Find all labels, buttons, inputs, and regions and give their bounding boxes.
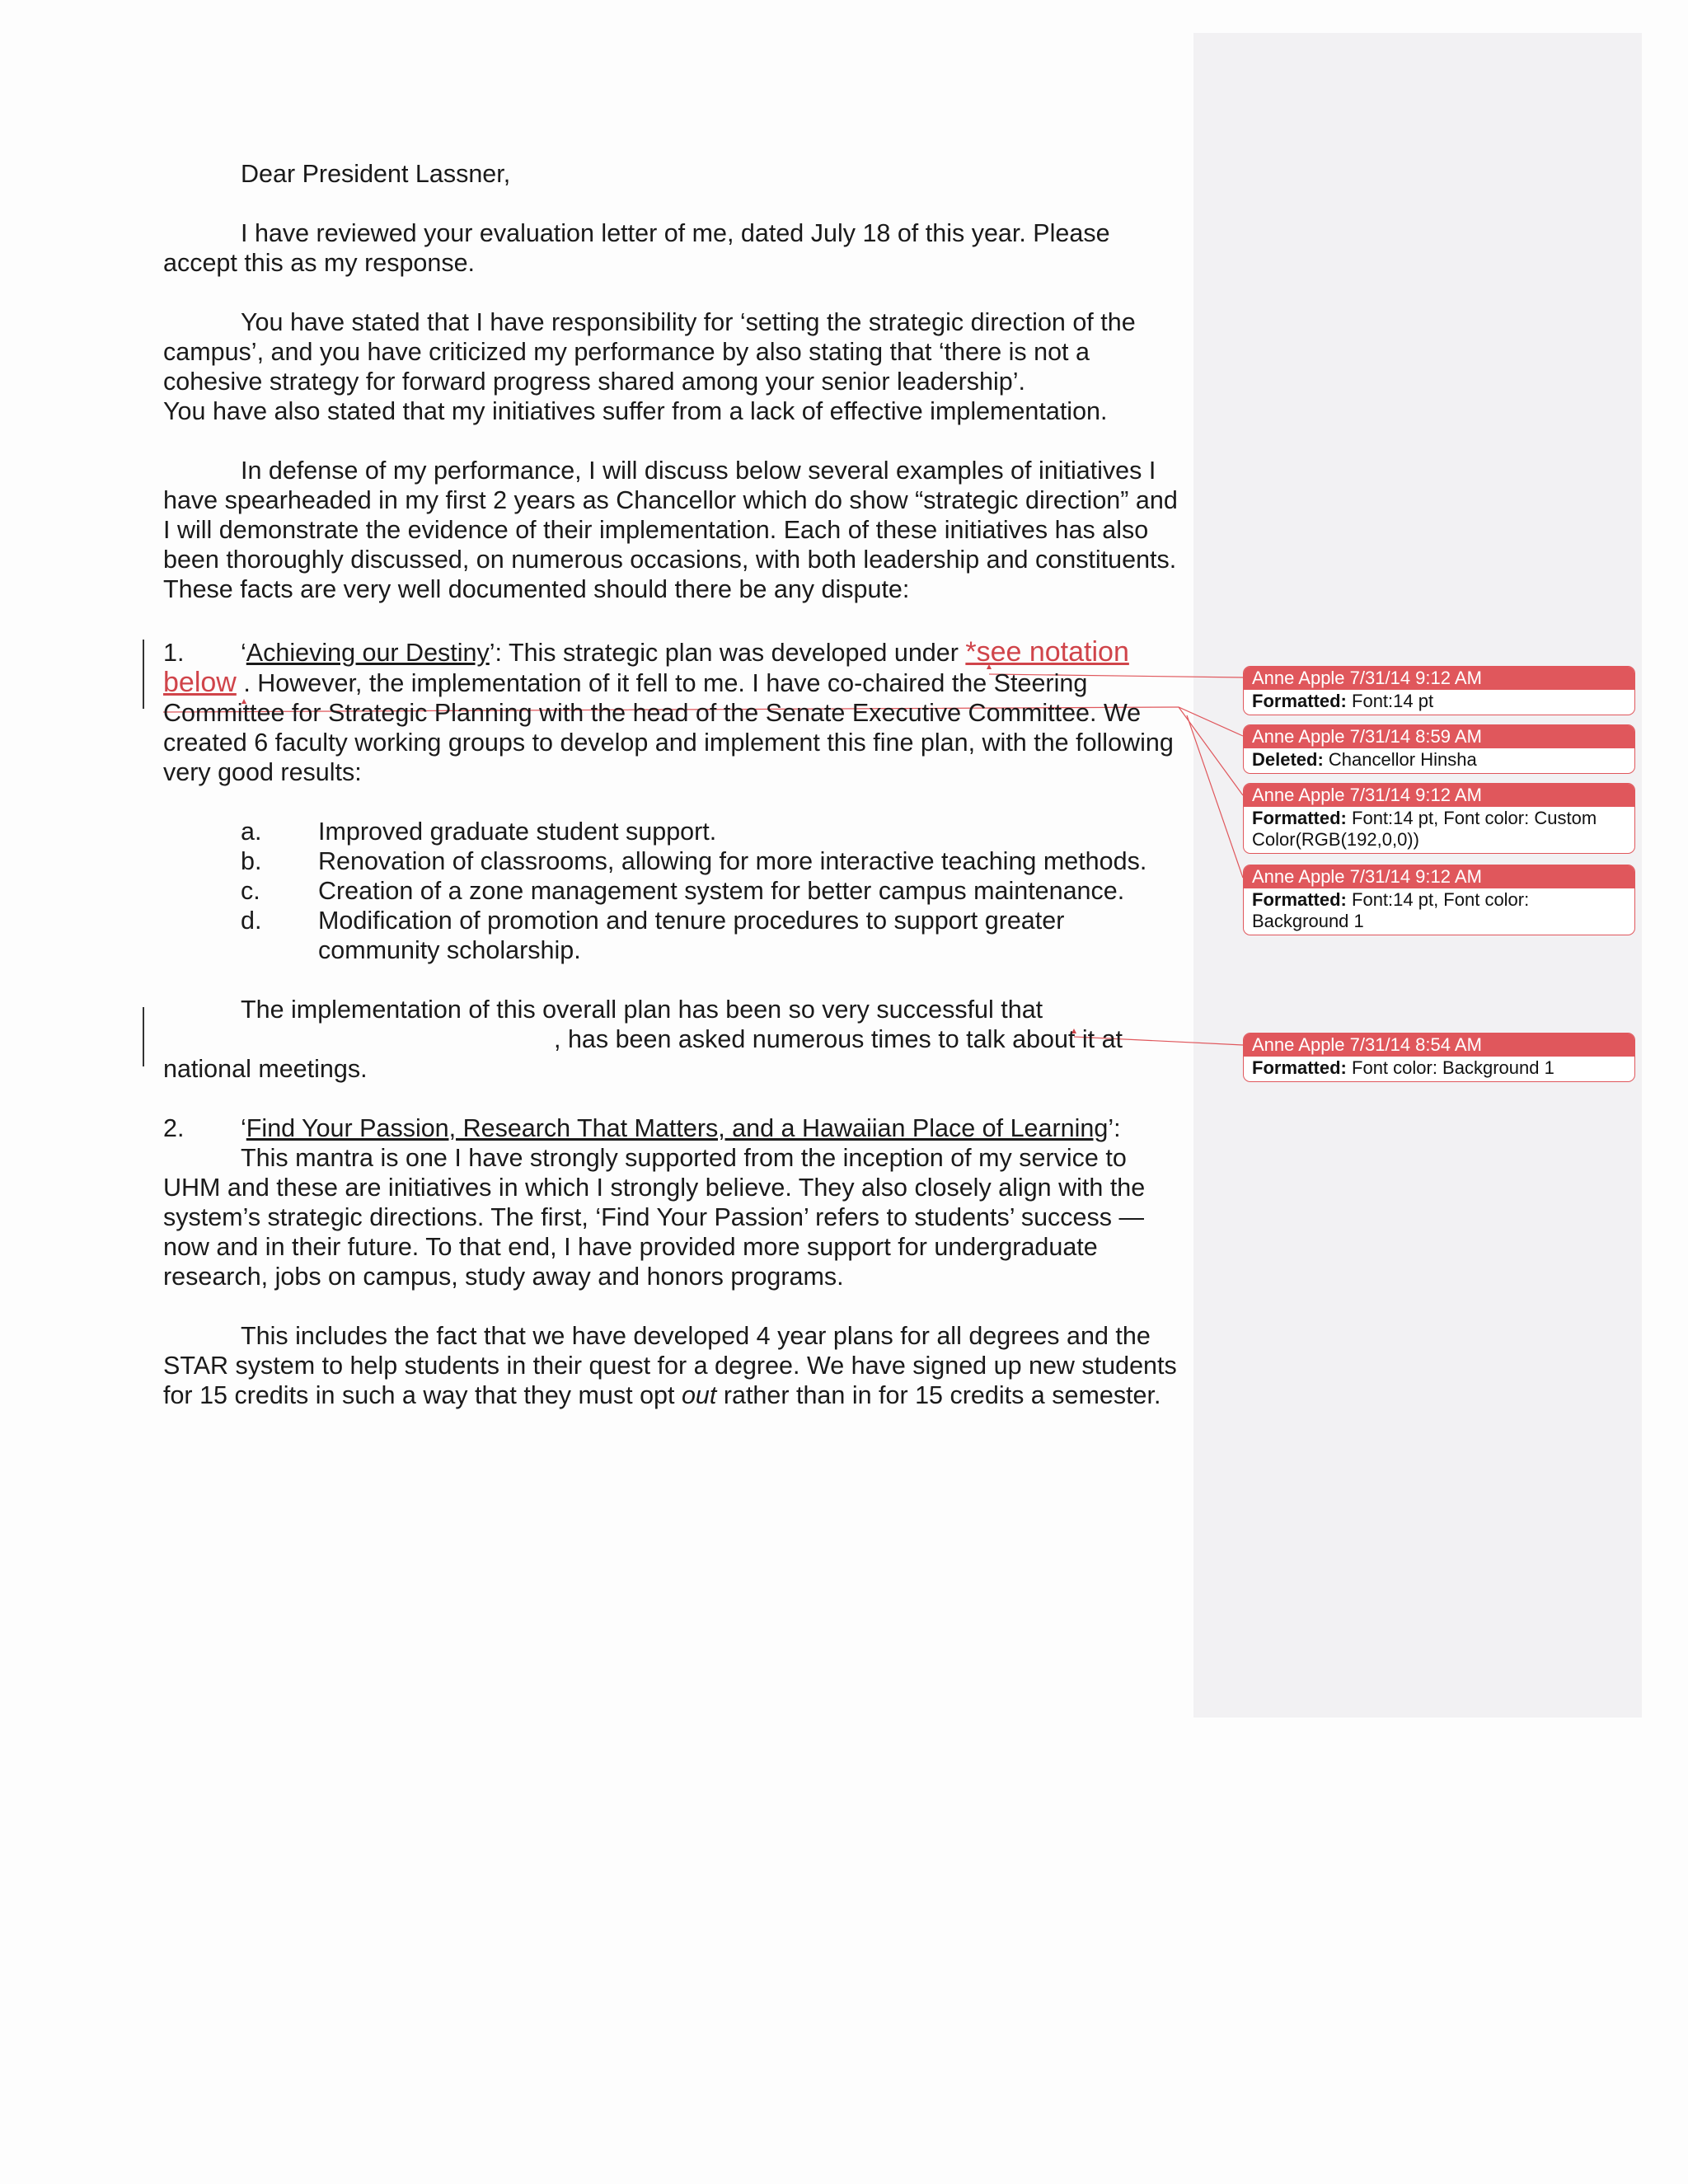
paragraph: You have also stated that my initiatives suffer from a lack of effective implementation. xyxy=(163,397,1108,425)
numbered-item-1: 1. ‘Achieving our Destiny’: This strategic plan was developed under *see notation below . However, the implementation of it fell to me. I have co-chaired the Steering Committee for Strategic Planning with the head of the Senate Executive Committee. We created 6 faculty working groups to develop and implement this fine plan, with the following very good results: xyxy=(163,636,1174,786)
comment-body: Formatted: Font:14 pt, Font color: Background 1 xyxy=(1252,889,1530,931)
comment-balloon[interactable] xyxy=(1243,1033,1635,1082)
list-item: b. Renovation of classrooms, allowing for more interactive teaching methods. xyxy=(241,847,1147,875)
comment-balloon[interactable] xyxy=(1243,666,1635,715)
comment-header: Anne Apple 7/31/14 9:12 AM xyxy=(1244,667,1634,690)
comment-header: Anne Apple 7/31/14 8:54 AM xyxy=(1244,1033,1634,1057)
comment-balloon[interactable] xyxy=(1243,783,1635,854)
letter-body xyxy=(163,159,1185,1410)
salutation: Dear President Lassner, xyxy=(241,160,511,188)
list-item: a. Improved graduate student support. xyxy=(241,818,717,846)
item-title: Find Your Passion, Research That Matters, and a Hawaiian Place of Learning xyxy=(246,1114,1109,1142)
comment-body: Deleted: Chancellor Hinsha xyxy=(1252,749,1477,770)
item-title: Achieving our Destiny xyxy=(246,639,490,667)
list-item: c. Creation of a zone management system for better campus maintenance. xyxy=(241,877,1125,905)
comment-body: Formatted: Font:14 pt xyxy=(1252,691,1434,711)
item-number: 1. xyxy=(163,639,185,667)
paragraph: I have reviewed your evaluation letter of me, dated July 18 of this year. Please accept this as my response. xyxy=(163,219,1110,277)
numbered-item-2: 2. ‘Find Your Passion, Research That Matters, and a Hawaiian Place of Learning’: xyxy=(163,1114,1121,1142)
paragraph: This mantra is one I have strongly supported from the inception of my service to UHM and these are initiatives in which I strongly believe. They also closely align with the system’s strategic directions. The first, ‘Find Your Passion’ refers to students’ success — now and in their future. To that end, I have provided more support for undergraduate research, jobs on campus, study away and honors programs. xyxy=(163,1144,1146,1291)
item-number: 2. xyxy=(163,1114,185,1142)
list-item: d. Modification of promotion and tenure procedures to support greater community scholarship. xyxy=(241,907,1065,964)
comment-header: Anne Apple 7/31/14 9:12 AM xyxy=(1244,784,1634,807)
inserted-text: *see notation below xyxy=(163,636,1129,698)
paragraph: This includes the fact that we have developed 4 year plans for all degrees and the STAR system to help students in their quest for a degree. We have signed up new students for 15 credits in such a way that they must opt out rather than in for 15 credits a semester. xyxy=(163,1322,1177,1409)
leader-line xyxy=(1187,715,1243,878)
paragraph: , has been asked numerous times to talk about it at xyxy=(554,1025,1123,1053)
comment-header: Anne Apple 7/31/14 9:12 AM xyxy=(1244,865,1634,888)
results-list xyxy=(163,817,1185,965)
comment-header: Anne Apple 7/31/14 8:59 AM xyxy=(1244,725,1634,748)
comment-balloon[interactable] xyxy=(1243,724,1635,774)
paragraph: You have stated that I have responsibility for ‘setting the strategic direction of the campus’, and you have criticized my performance by also stating that ‘there is not a cohesive strategy for forward progress shared among your senior leadership’. xyxy=(163,308,1136,396)
comment-body: Formatted: Font color: Background 1 xyxy=(1252,1057,1554,1078)
paragraph: In defense of my performance, I will discuss below several examples of initiatives I have spearheaded in my first 2 years as Chancellor which do show “strategic direction” and I will demonstrate the evidence of their implementation. Each of these initiatives has also been thoroughly discussed, on numerous occasions, with both leadership and constituents. These facts are very well documented should there be any dispute: xyxy=(163,457,1178,603)
paragraph: The implementation of this overall plan has been so very successful that xyxy=(241,996,1043,1024)
comment-body: Formatted: Font:14 pt, Font color: Custom Color(RGB(192,0,0)) xyxy=(1252,808,1597,850)
paragraph: national meetings. xyxy=(163,1055,368,1083)
comment-balloon[interactable] xyxy=(1243,865,1635,935)
